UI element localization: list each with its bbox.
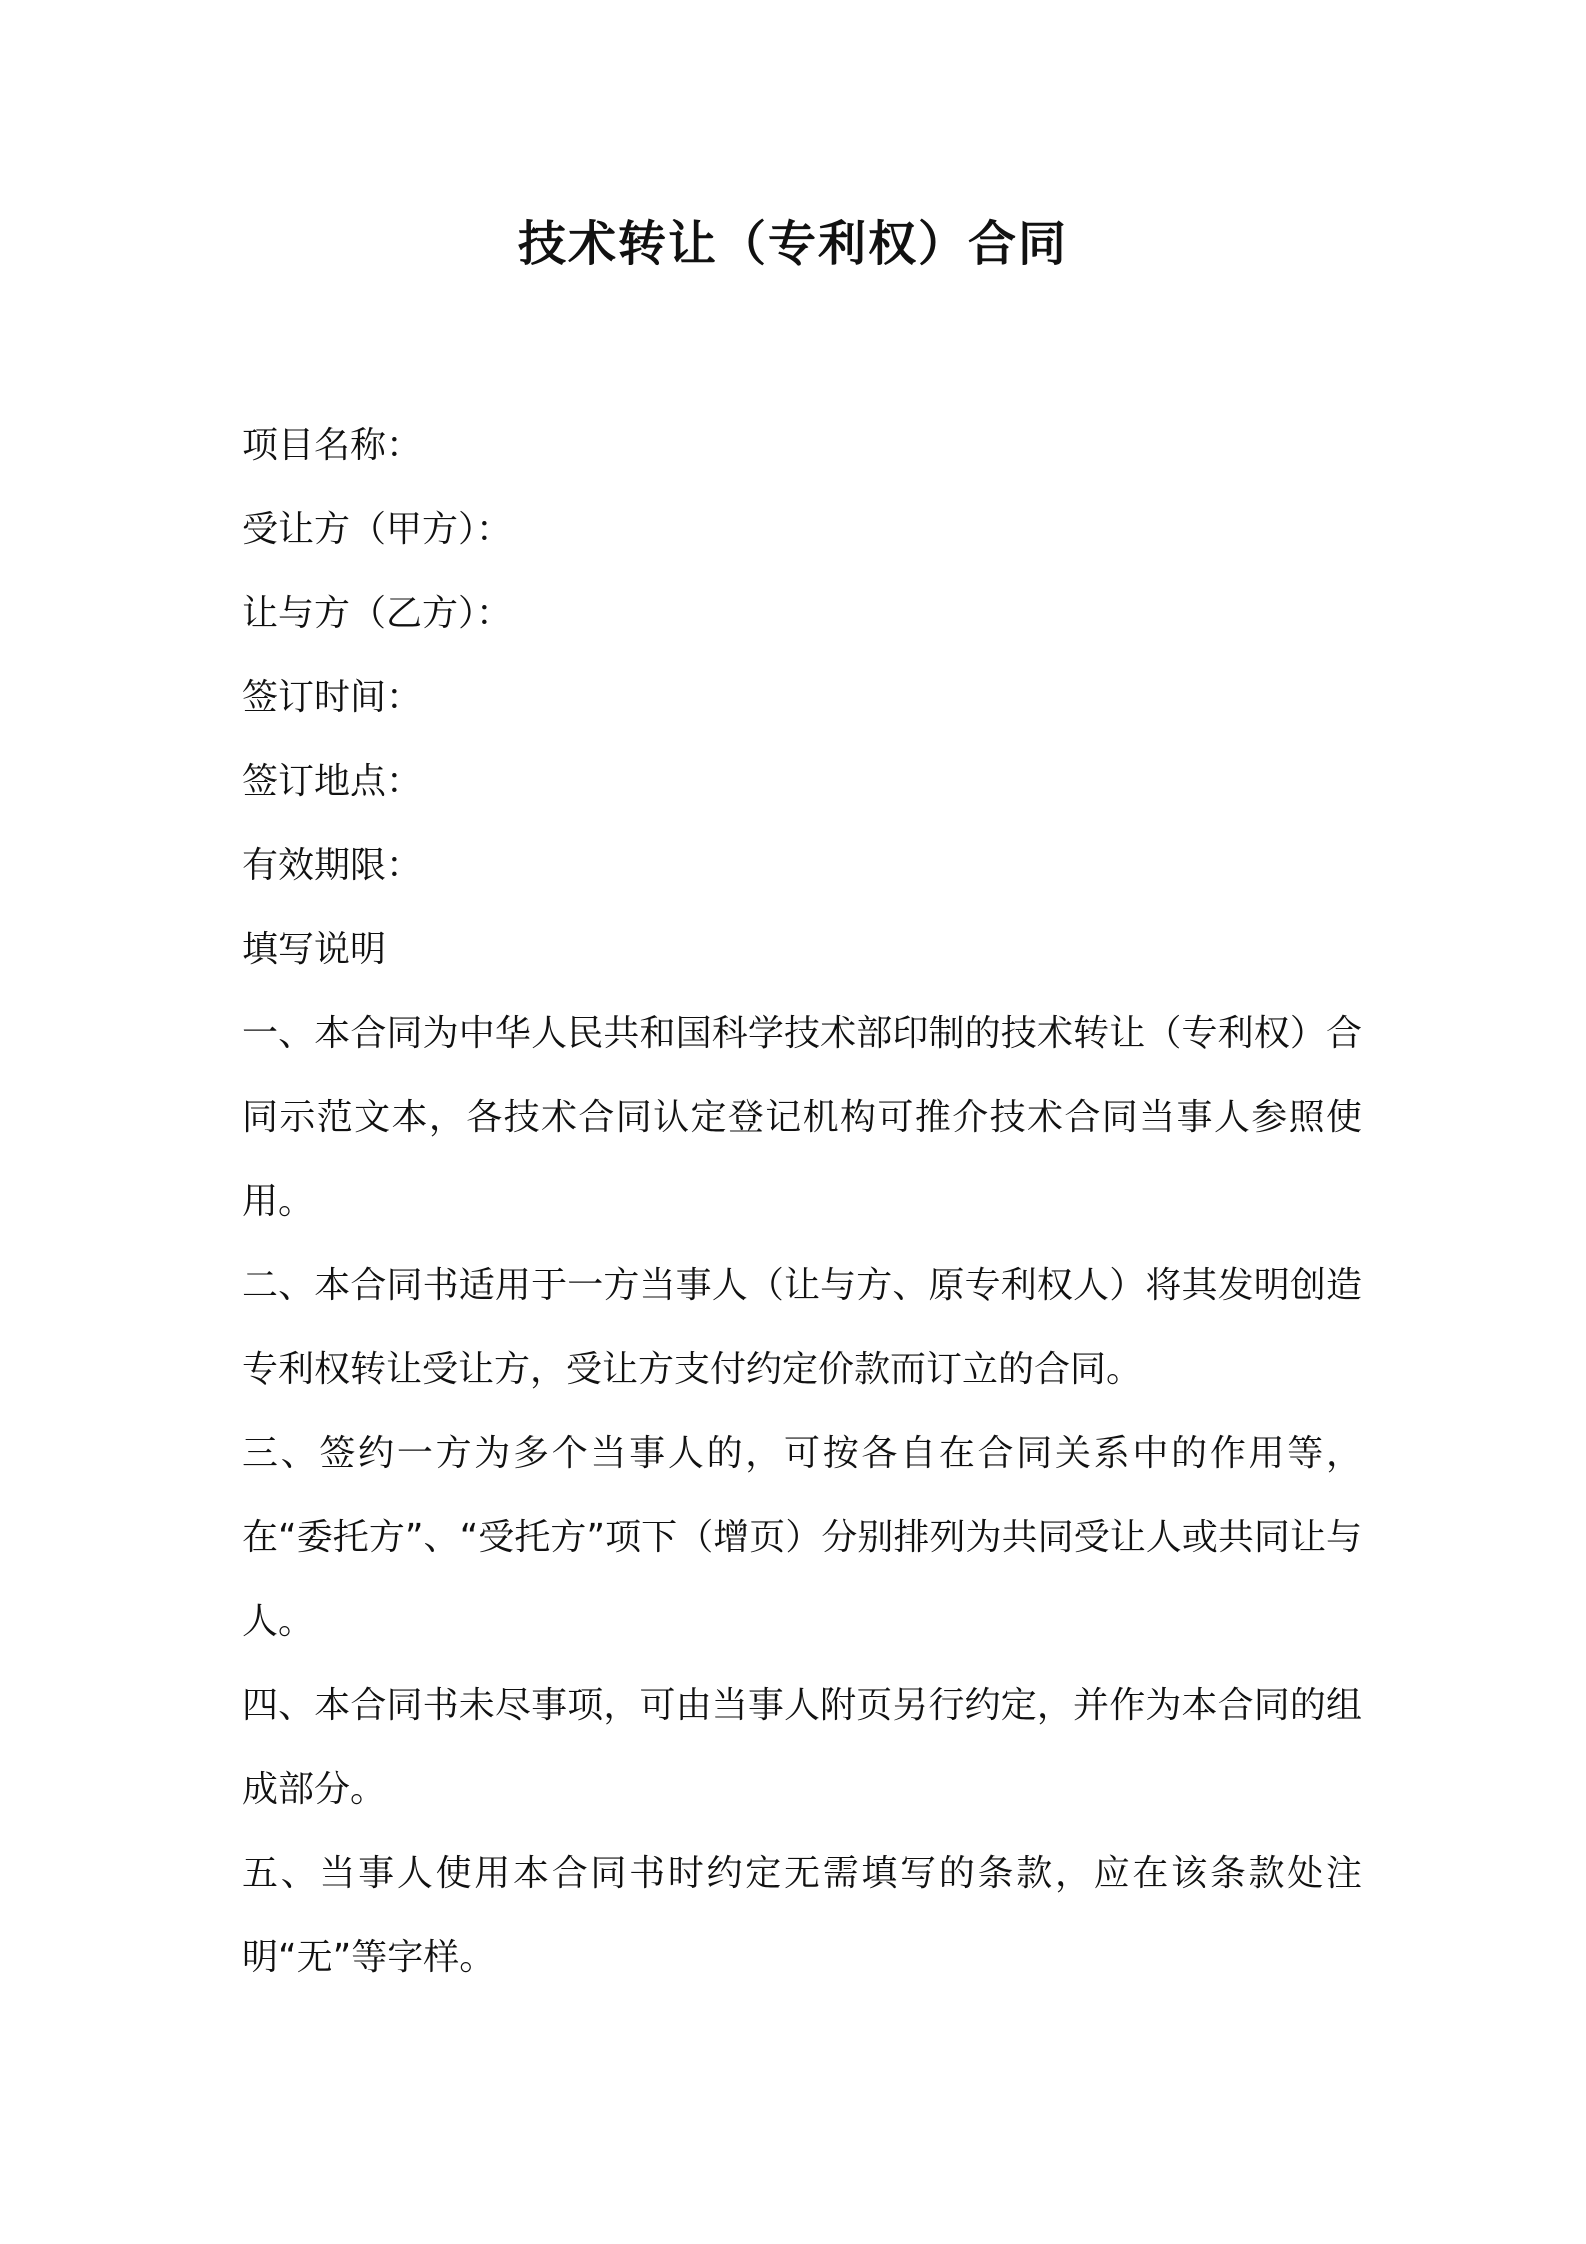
instruction-item: 四、本合同书未尽事项，可由当事人附页另行约定，并作为本合同的组成部分。: [242, 1685, 1362, 1810]
field-label: 让与方（乙方）：: [242, 593, 513, 634]
field-transferor: [242, 572, 1362, 656]
instruction-item: 五、当事人使用本合同书时约定无需填写的条款，应在该条款处注明“无”等字样。: [242, 1853, 1362, 1978]
field-label: 受让方（甲方）：: [242, 509, 513, 550]
field-label: 签订地点：: [242, 761, 423, 802]
field-label: 有效期限：: [242, 845, 423, 886]
contract-title: 技术转让（专利权）合同: [517, 216, 1068, 272]
contract-fields: [242, 404, 1362, 908]
field-transferee: [242, 488, 1362, 572]
field-signing-time: [242, 656, 1362, 740]
field-label: 签订时间：: [242, 677, 423, 718]
field-label: 项目名称：: [242, 425, 423, 466]
instructions-heading: 填写说明: [242, 929, 387, 970]
instructions-section: [242, 908, 1362, 2000]
field-signing-place: [242, 740, 1362, 824]
field-project-name: [242, 404, 1362, 488]
field-validity-period: [242, 824, 1362, 908]
document-body: [242, 404, 1362, 2000]
instruction-item: 三、签约一方为多个当事人的，可按各自在合同关系中的作用等，在“委托方”、“受托方”项下（增页）分别排列为共同受让人或共同让与人。: [242, 1433, 1362, 1642]
instruction-item: 一、本合同为中华人民共和国科学技术部印制的技术转让（专利权）合同示范文本，各技术合同认定登记机构可推介技术合同当事人参照使用。: [242, 1013, 1362, 1222]
instruction-item: 二、本合同书适用于一方当事人（让与方、原专利权人）将其发明创造专利权转让受让方，受让方支付约定价款而订立的合同。: [242, 1265, 1362, 1390]
